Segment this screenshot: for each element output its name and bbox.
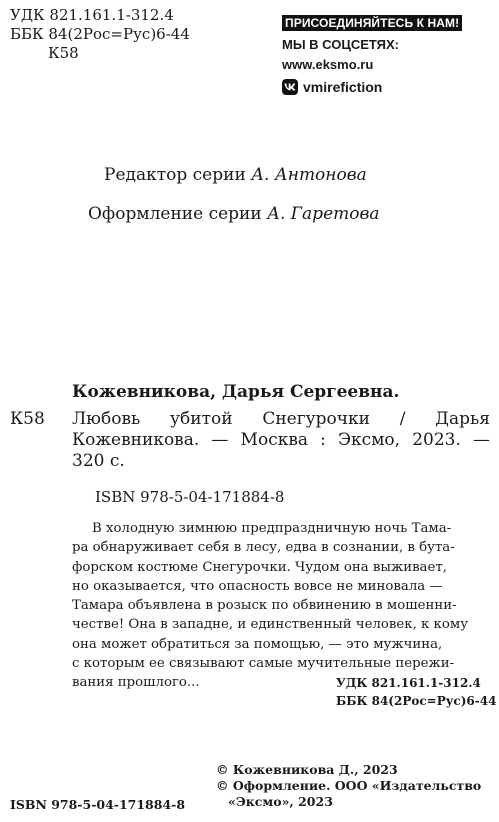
catalog-codes (10, 6, 190, 63)
footer-bbk: ББК 84(2Рос=Рус)6-44 (336, 694, 497, 708)
udk-code: УДК 821.161.1-312.4 (10, 6, 174, 24)
footer-udk: УДК 821.161.1-312.4 (336, 676, 481, 690)
annotation-line: она может обратиться за помощью, — это мужчина, (72, 636, 443, 652)
annotation (72, 519, 490, 693)
bibliographic-description (72, 409, 490, 472)
annotation-line: но оказывается, что опасность вовсе не миновала — (72, 578, 443, 594)
author-heading: Кожевникова, Дарья Сергеевна. (72, 382, 400, 402)
design-label: Оформление серии (88, 204, 262, 224)
annotation-line: В холодную зимнюю предпраздничную ночь Тама- (92, 521, 452, 536)
annotation-line: с которым ее связывают самые мучительные пережи- (72, 656, 455, 672)
annotation-line: форском костюме Снегурочки. Чудом она выживает, (72, 559, 447, 575)
social-subtitle: МЫ В СОЦСЕТЯХ: (282, 37, 400, 52)
annotation-line: ра обнаруживает себя в лесу, едва в сознании, в бута- (72, 540, 455, 556)
series-editor-credit (104, 165, 367, 185)
social-block (282, 14, 492, 95)
bbk-code: ББК 84(2Рос=Рус)6-44 (10, 25, 190, 43)
author-index: К58 (48, 44, 79, 62)
social-banner: ПРИСОЕДИНЯЙТЕСЬ К НАМ! (282, 15, 462, 31)
vk-handle: vmirefiction (303, 79, 383, 95)
bibliographic-index: К58 (10, 409, 45, 429)
series-design-credit (88, 204, 380, 224)
vk-logo-icon (282, 79, 298, 95)
copyright-author: © Кожевникова Д., 2023 (216, 762, 398, 777)
editor-label: Редактор серии (104, 165, 246, 185)
description-line: Кожевникова. — Москва : Эксмо, 2023. — (72, 430, 490, 450)
editor-name: А. Антонова (251, 165, 367, 185)
copyright-block (216, 762, 481, 810)
isbn-line: ISBN 978-5-04-171884-8 (95, 488, 285, 506)
copyright-design: © Оформление. ООО «Издательство (216, 778, 482, 793)
design-name: А. Гаретова (267, 204, 380, 224)
website-link[interactable]: www.eksmo.ru (282, 57, 374, 72)
vk-link[interactable] (282, 79, 492, 95)
description-line: Любовь убитой Снегурочки / Дарья (72, 409, 490, 429)
annotation-line: честве! Она в западне, и единственный человек, к кому (72, 617, 469, 633)
copyright-publisher: «Эксмо», 2023 (228, 794, 333, 809)
annotation-line: Тамара объявлена в розыск по обвинению в мошенни- (72, 598, 457, 614)
footer-codes (336, 674, 496, 710)
description-line: 320 с. (72, 451, 125, 471)
annotation-line: вания прошлого... (72, 675, 200, 691)
footer-isbn: ISBN 978-5-04-171884-8 (10, 797, 186, 812)
